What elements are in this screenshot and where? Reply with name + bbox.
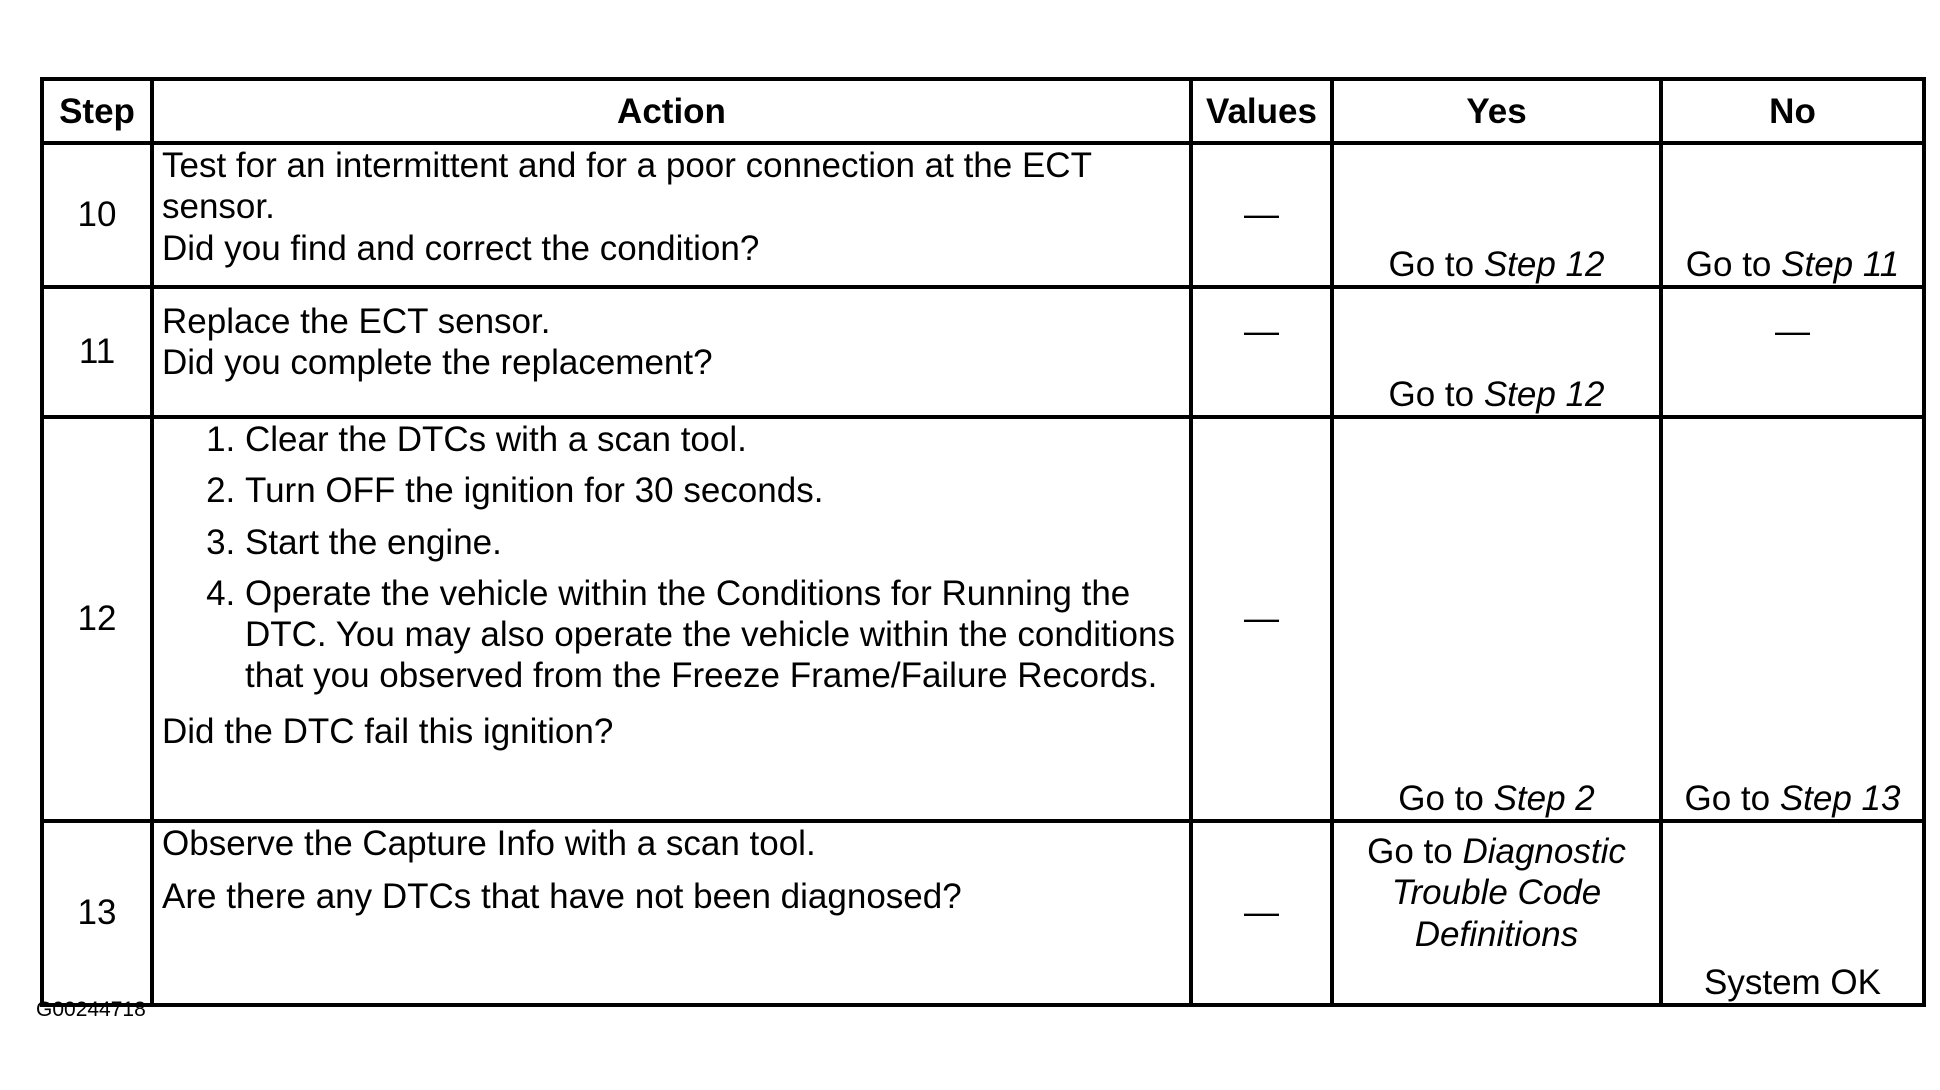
action-step-item: 1. Clear the DTCs with a scan tool. <box>245 419 1181 460</box>
no-cell <box>1661 417 1924 821</box>
values-cell: — <box>1191 287 1332 417</box>
yes-target: Step 2 <box>1493 778 1595 818</box>
no-cell: System OK <box>1661 821 1924 1005</box>
table-row-step-11 <box>42 287 1924 417</box>
step-number: 13 <box>42 821 152 1005</box>
yes-cell <box>1332 821 1661 1005</box>
yes-target: Step 12 <box>1483 374 1605 414</box>
action-step-item: 4. Operate the vehicle within the Conditions for Running the DTC. You may also operate the vehicle within the conditions that you observed from the Freeze Frame/Failure Records. <box>245 573 1181 697</box>
step-number: 10 <box>42 143 152 287</box>
action-text: Replace the ECT sensor. <box>162 302 551 341</box>
action-cell <box>152 287 1191 417</box>
action-step-list <box>162 419 1181 697</box>
yes-prefix: Go to <box>1367 832 1463 871</box>
action-cell <box>152 821 1191 1005</box>
header-yes: Yes <box>1332 79 1661 143</box>
action-question: Did the DTC fail this ignition? <box>162 711 614 751</box>
values-cell: — <box>1191 417 1332 821</box>
yes-cell <box>1332 143 1661 287</box>
values-cell: — <box>1191 821 1332 1005</box>
action-text: Test for an intermittent and for a poor connection at the ECT sensor. <box>162 146 1092 227</box>
yes-target: Step 12 <box>1483 244 1605 284</box>
yes-target: Diagnostic Trouble Code Definitions <box>1391 832 1626 954</box>
action-question: Did you complete the replacement? <box>162 343 713 383</box>
header-values: Values <box>1191 79 1332 143</box>
no-cell: — <box>1661 287 1924 417</box>
step-number: 11 <box>42 287 152 417</box>
no-prefix: Go to <box>1684 778 1780 818</box>
action-step-item: 3. Start the engine. <box>245 522 1181 563</box>
yes-prefix: Go to <box>1388 244 1484 284</box>
yes-prefix: Go to <box>1388 374 1484 414</box>
step-number: 12 <box>42 417 152 821</box>
header-no: No <box>1661 79 1924 143</box>
diagnostic-table <box>40 77 1926 1007</box>
no-target: Step 13 <box>1779 778 1901 818</box>
action-question: Did you find and correct the condition? <box>162 228 760 268</box>
yes-cell <box>1332 417 1661 821</box>
action-question: Are there any DTCs that have not been diagnosed? <box>162 877 962 917</box>
table-row-step-12 <box>42 417 1924 821</box>
table-row-step-10 <box>42 143 1924 287</box>
yes-prefix: Go to <box>1398 778 1494 818</box>
action-text: Observe the Capture Info with a scan tool. <box>162 824 816 863</box>
no-cell <box>1661 143 1924 287</box>
header-step: Step <box>42 79 152 143</box>
figure-id: G00244718 <box>36 998 146 1021</box>
action-cell <box>152 417 1191 821</box>
table-row-step-13 <box>42 821 1924 1005</box>
action-cell <box>152 143 1191 287</box>
header-action: Action <box>152 79 1191 143</box>
action-step-item: 2. Turn OFF the ignition for 30 seconds. <box>245 470 1181 511</box>
values-cell: — <box>1191 143 1332 287</box>
yes-cell <box>1332 287 1661 417</box>
no-target: Step 11 <box>1781 244 1900 284</box>
header-row <box>42 79 1924 143</box>
no-prefix: Go to <box>1685 244 1782 284</box>
